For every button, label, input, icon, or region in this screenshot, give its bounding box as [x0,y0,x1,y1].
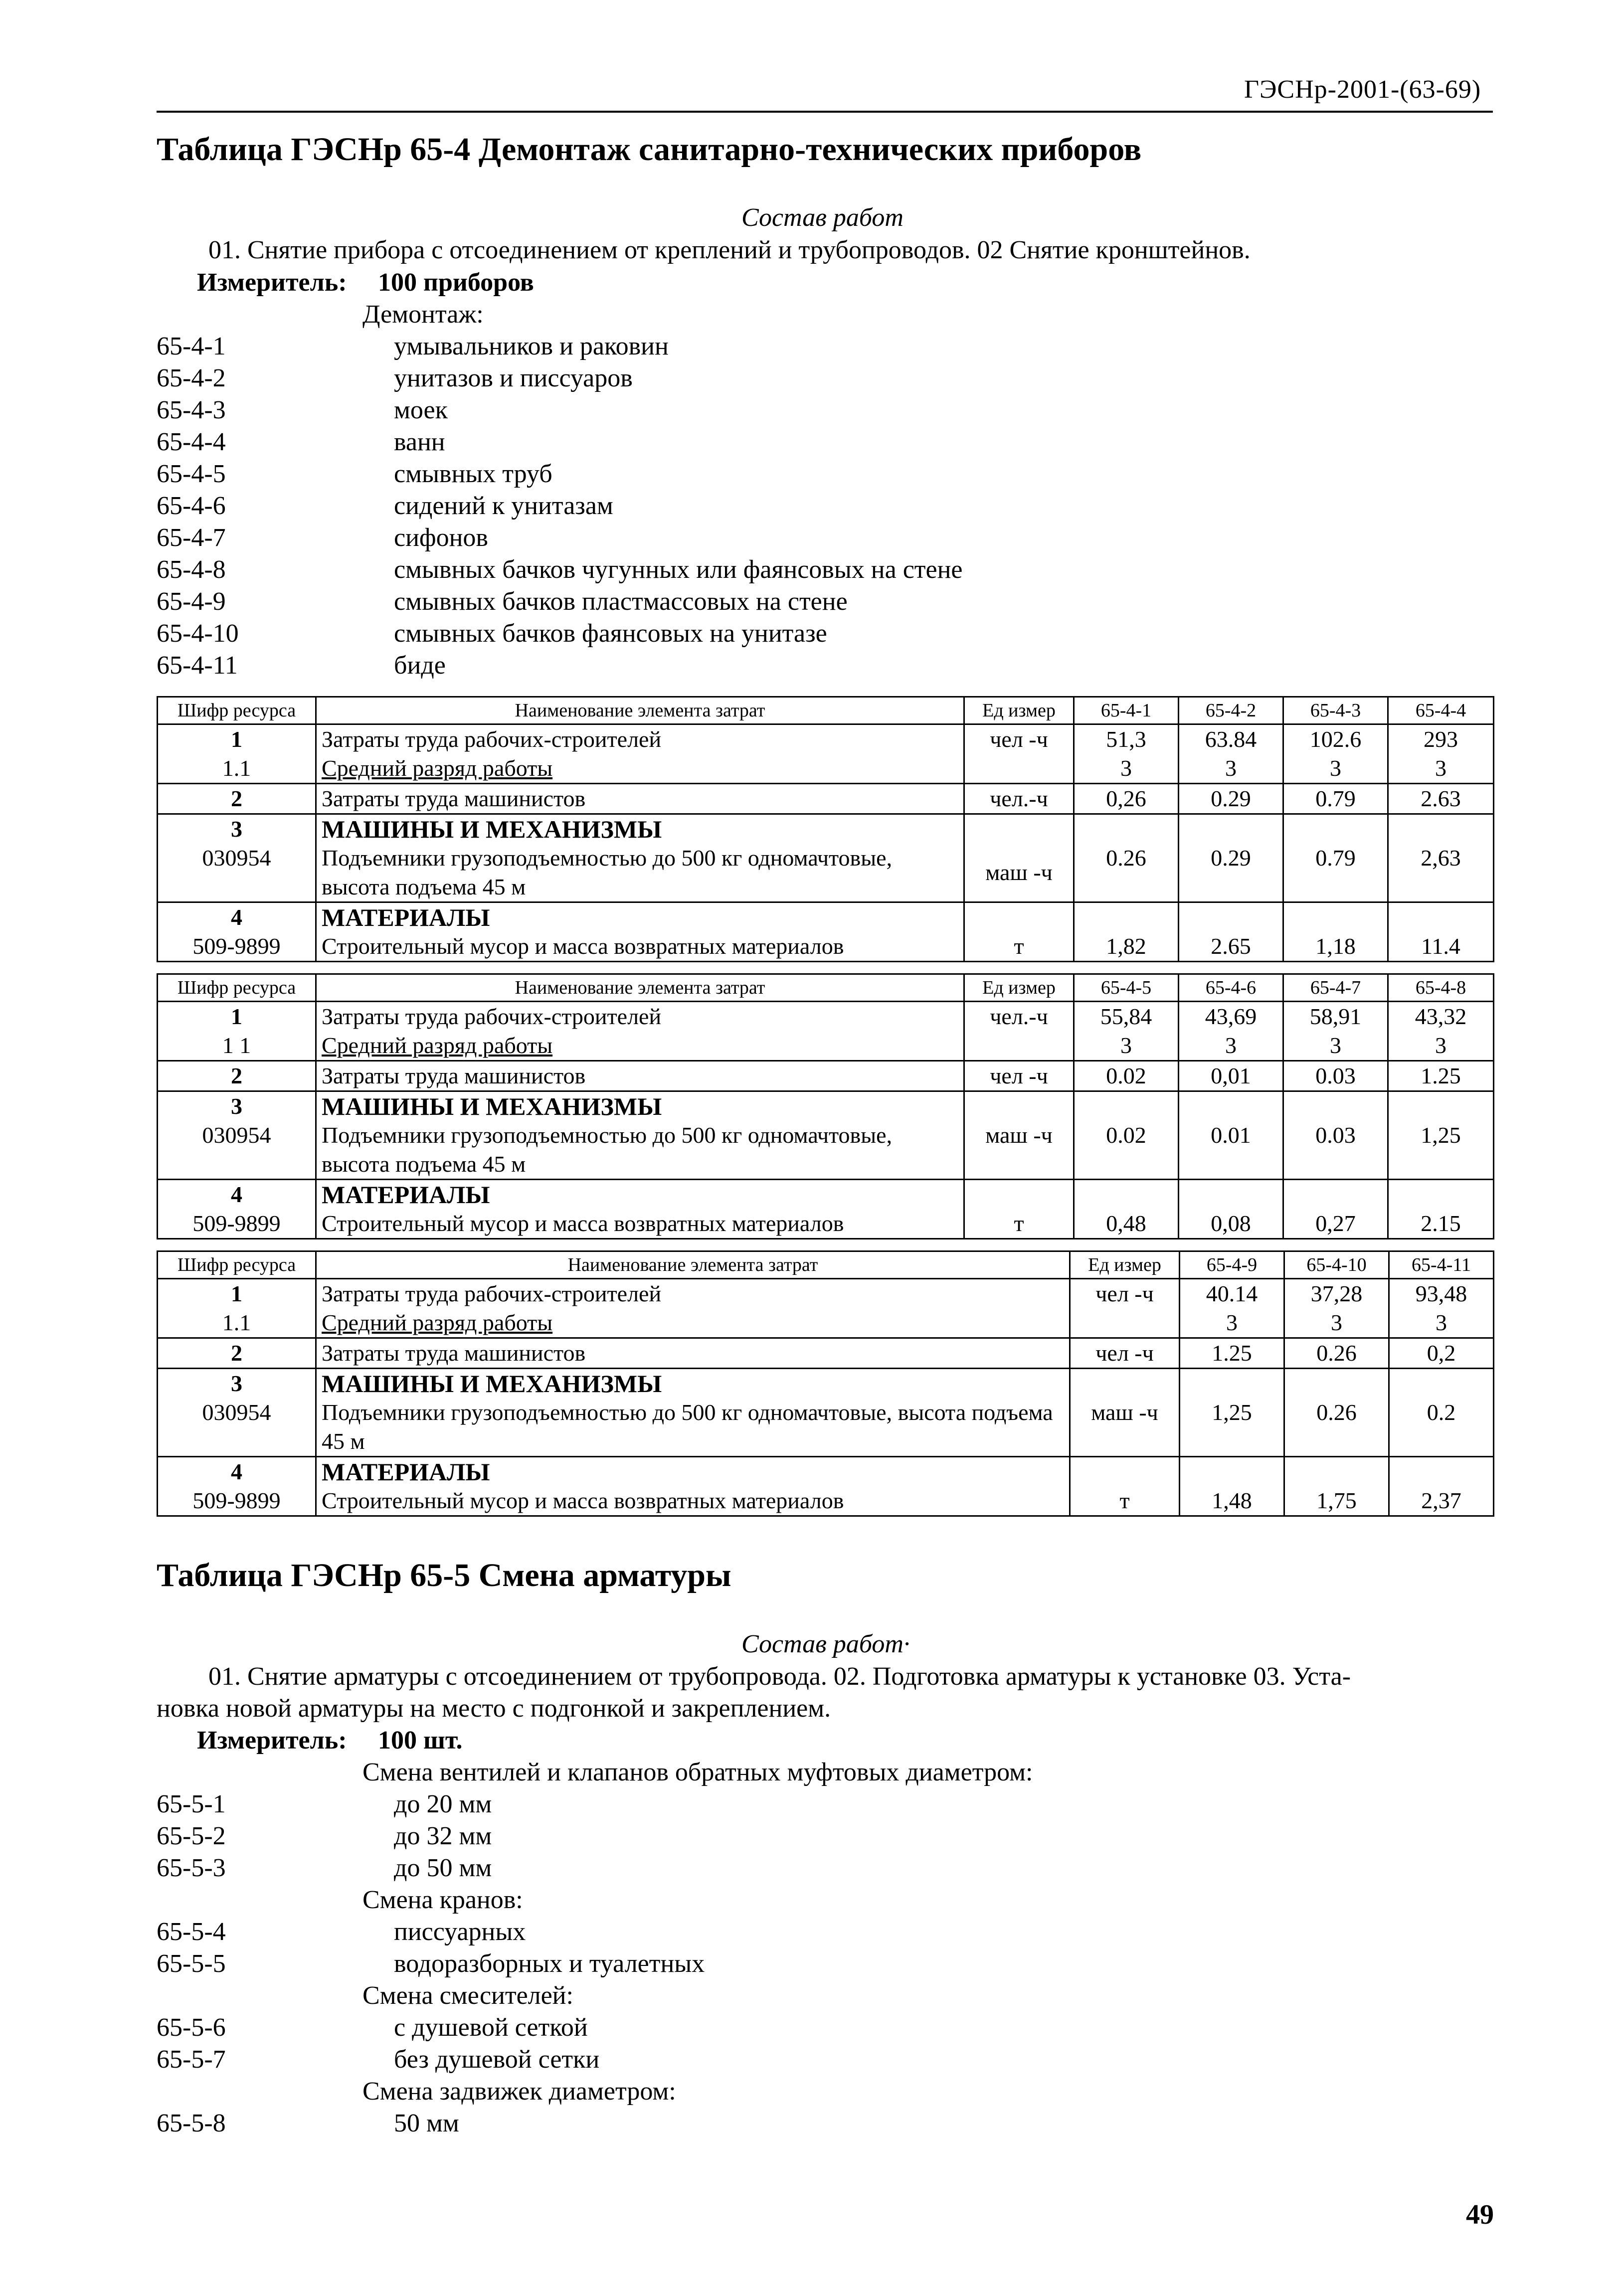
cell-value: 51,3 [1106,726,1146,752]
row-code: 1 [231,1004,242,1029]
item-code: 65-5-2 [157,1822,226,1850]
document-code: ГЭСНр-2001-(63-69) [1244,75,1481,104]
work-composition-text: 01. Снятие арматуры с отсоединением от трубопровода. 02. Подготовка арматуры к установке 03. Уста- [208,1662,1351,1691]
row-code: 509-9899 [192,1211,281,1236]
row-code: 030954 [202,1400,271,1425]
header-col: 65-4-6 [1179,974,1283,1002]
row-name: Подъемники грузоподъемностью до 500 кг одномачтовые, высота подъема 45 м [322,1122,893,1177]
item-name: с душевой сеткой [394,2013,588,2042]
row-code: 1.1 [222,755,251,781]
item-code: 65-4-7 [157,524,226,552]
row-name: Строительный мусор и масса возвратных материалов [322,1488,844,1513]
row-unit: чел.-ч [964,1002,1074,1061]
cell-value: 1,82 [1074,902,1179,962]
item-name: моек [394,396,448,424]
row-code: 030954 [202,845,271,871]
header-col: 65-4-10 [1284,1251,1389,1279]
item-name: унитазов и писсуаров [394,364,633,392]
item-name: до 20 мм [394,1790,492,1818]
row-code: 1.1 [222,1310,251,1335]
item-code: 65-4-8 [157,555,226,584]
item-code: 65-5-8 [157,2109,226,2137]
cell-value: 0,08 [1179,1180,1283,1239]
cell-value: 2,37 [1389,1457,1494,1516]
resource-table [157,696,1494,962]
cell-value: 0.03 [1283,1061,1388,1091]
cell-value: 0.02 [1074,1091,1179,1180]
header-name: Наименование элемента затрат [316,974,964,1002]
row-unit: т [964,1180,1074,1239]
row-name: Затраты труда машинистов [316,1338,1070,1369]
cell-value: 0.26 [1074,814,1179,902]
header-col: 65-4-1 [1074,697,1179,724]
cell-value: 58,91 [1309,1004,1362,1029]
group-heading: Смена вентилей и клапанов обратных муфтовых диаметром: [362,1758,1033,1786]
row-code: 4 [231,904,242,930]
header-col: 65-4-5 [1074,974,1179,1002]
item-name: сидений к унитазам [394,492,613,520]
item-name: биде [394,651,446,680]
section-heading: МАШИНЫ И МЕХАНИЗМЫ [322,1370,662,1398]
table-row [158,902,1494,962]
item-name: смывных бачков пластмассовых на стене [394,587,848,616]
cell-value: 43,69 [1205,1004,1257,1029]
work-composition-caption: Состав работ [741,203,903,232]
header-col: 65-4-3 [1283,697,1388,724]
item-code: 65-4-2 [157,364,226,392]
section-heading: МАТЕРИАЛЫ [322,1458,490,1486]
row-code: 509-9899 [192,1488,281,1513]
item-name: до 32 мм [394,1822,492,1850]
row-unit: чел -ч [1070,1279,1180,1338]
group-heading: Смена задвижек диаметром: [362,2077,676,2106]
item-code: 65-5-4 [157,1918,226,1946]
cell-value: 3 [1225,755,1237,781]
row-unit: маш -ч [1070,1369,1180,1457]
row-code: 1 [231,1281,242,1306]
row-code: 4 [231,1182,242,1207]
cell-value: 55,84 [1100,1004,1152,1029]
meter-label: Измеритель: [197,268,347,297]
table-row [158,1061,1494,1091]
row-code: 1 1 [222,1033,251,1058]
cell-value: 0.26 [1284,1338,1389,1369]
cell-value: 0,27 [1283,1180,1388,1239]
row-code: 509-9899 [192,933,281,959]
cell-value: 1,18 [1283,902,1388,962]
table-row [158,1369,1494,1457]
page-number: 49 [1466,2199,1494,2230]
row-name: Строительный мусор и масса возвратных материалов [322,933,844,959]
item-name: писсуарных [394,1918,526,1946]
item-name: 50 мм [394,2109,459,2137]
item-code: 65-4-10 [157,619,239,648]
cell-value: 2.65 [1179,902,1283,962]
item-code: 65-5-5 [157,1949,226,1978]
meter-label: Измеритель: [197,1726,347,1755]
cell-value: 63.84 [1205,726,1257,752]
row-code: 2 [158,784,316,814]
cell-value: 0.29 [1179,784,1283,814]
work-composition-text: новка новой арматуры на место с подгонкой и закреплением. [157,1694,831,1723]
header-code: Шифр ресурса [158,697,316,724]
header-col: 65-4-7 [1283,974,1388,1002]
cell-value: 11.4 [1388,902,1494,962]
cell-value: 3 [1120,1033,1132,1058]
item-code: 65-5-3 [157,1854,226,1882]
table-row [158,784,1494,814]
group-heading: Смена смесителей: [362,1981,573,2010]
item-code: 65-4-9 [157,587,226,616]
item-code: 65-4-3 [157,396,226,424]
cell-value: 93,48 [1415,1281,1467,1306]
header-col: 65-4-2 [1179,697,1283,724]
cell-value: 2,63 [1388,814,1494,902]
cell-value: 0.79 [1283,814,1388,902]
table-65-5-title: Таблица ГЭСНр 65-5 Смена арматуры [157,1557,731,1593]
row-code: 2 [158,1338,316,1369]
cell-value: 0.01 [1179,1091,1283,1180]
header-col: 65-4-11 [1389,1251,1494,1279]
cell-value: 0.02 [1074,1061,1179,1091]
cell-value: 0.03 [1283,1091,1388,1180]
work-composition-caption: Состав работ· [741,1630,910,1658]
cell-value: 1.25 [1180,1338,1284,1369]
cell-value: 3 [1120,755,1132,781]
header-code: Шифр ресурса [158,1251,316,1279]
meter-value: 100 шт. [378,1726,463,1755]
header-unit: Ед измер [1070,1251,1180,1279]
cell-value: 102.6 [1309,726,1362,752]
cell-value: 0,26 [1074,784,1179,814]
row-name: Средний разряд работы [322,755,553,781]
table-row [158,1457,1494,1516]
row-unit: чел -ч [964,724,1074,784]
row-name: Подъемники грузоподъемностью до 500 кг одномачтовые, высота подъема 45 м [322,845,893,899]
row-unit: чел.-ч [964,784,1074,814]
group-heading: Демонтаж: [362,300,484,329]
cell-value: 3 [1435,1033,1446,1058]
section-heading: МАТЕРИАЛЫ [322,1181,490,1209]
cell-value: 3 [1330,755,1341,781]
cell-value: 3 [1436,1310,1447,1335]
row-unit: чел -ч [1070,1338,1180,1369]
item-code: 65-4-4 [157,428,226,456]
item-name: смывных бачков чугунных или фаянсовых на стене [394,555,963,584]
row-name: Затраты труда машинистов [316,784,964,814]
row-name: Подъемники грузоподъемностью до 500 кг одномачтовые, высота подъема 45 м [322,1400,1053,1454]
section-heading: МАШИНЫ И МЕХАНИЗМЫ [322,815,662,843]
item-code: 65-4-5 [157,460,226,488]
meter-value: 100 приборов [378,268,534,297]
cell-value: 1,48 [1180,1457,1284,1516]
row-name: Строительный мусор и масса возвратных материалов [322,1211,844,1236]
header-code: Шифр ресурса [158,974,316,1002]
item-code: 65-4-11 [157,651,238,680]
table-row [158,1180,1494,1239]
row-code: 4 [231,1459,242,1484]
item-name: смывных бачков фаянсовых на унитазе [394,619,827,648]
row-unit: т [964,902,1074,962]
row-name: Средний разряд работы [322,1310,553,1335]
header-unit: Ед измер [964,697,1074,724]
table-row [158,814,1494,902]
header-rule [157,111,1493,113]
item-code: 65-5-6 [157,2013,226,2042]
cell-value: 43,32 [1415,1004,1467,1029]
row-unit: маш -ч [964,814,1074,902]
row-code: 2 [158,1061,316,1091]
cell-value: 293 [1424,726,1458,752]
row-code: 030954 [202,1122,271,1148]
header-col: 65-4-8 [1388,974,1494,1002]
row-name: Затраты труда рабочих-строителей [322,1004,662,1029]
cell-value: 1,25 [1388,1091,1494,1180]
cell-value: 40.14 [1206,1281,1258,1306]
row-code: 3 [231,816,242,842]
row-code: 3 [231,1093,242,1119]
section-heading: МАШИНЫ И МЕХАНИЗМЫ [322,1092,662,1120]
row-unit: т [1070,1457,1180,1516]
table-65-4-title: Таблица ГЭСНр 65-4 Демонтаж санитарно-технических приборов [157,131,1142,168]
row-code: 1 [231,726,242,752]
group-heading: Смена кранов: [362,1886,523,1914]
table-row [158,1091,1494,1180]
cell-value: 0.26 [1284,1369,1389,1457]
cell-value: 0.29 [1179,814,1283,902]
table-row [158,1002,1494,1061]
cell-value: 3 [1435,755,1446,781]
item-code: 65-4-6 [157,492,226,520]
row-name: Затраты труда рабочих-строителей [322,1281,662,1306]
cell-value: 37,28 [1310,1281,1363,1306]
header-col: 65-4-9 [1180,1251,1284,1279]
item-name: без душевой сетки [394,2045,600,2074]
item-code: 65-5-1 [157,1790,226,1818]
cell-value: 0.2 [1389,1369,1494,1457]
row-name: Затраты труда машинистов [316,1061,964,1091]
row-name: Средний разряд работы [322,1033,553,1058]
item-name: ванн [394,428,445,456]
header-name: Наименование элемента затрат [316,1251,1070,1279]
row-name: Затраты труда рабочих-строителей [322,726,662,752]
cell-value: 3 [1330,1033,1341,1058]
section-heading: МАТЕРИАЛЫ [322,903,490,931]
row-unit: чел -ч [964,1061,1074,1091]
item-name: водоразборных и туалетных [394,1949,705,1978]
cell-value: 0,48 [1074,1180,1179,1239]
cell-value: 1,25 [1180,1369,1284,1457]
row-unit: маш -ч [964,1091,1074,1180]
cell-value: 0.79 [1283,784,1388,814]
header-name: Наименование элемента затрат [316,697,964,724]
header-unit: Ед измер [964,974,1074,1002]
header-col: 65-4-4 [1388,697,1494,724]
work-composition-text: 01. Снятие прибора с отсоединением от креплений и трубопроводов. 02 Снятие кронштейнов. [208,236,1251,264]
cell-value: 2.15 [1388,1180,1494,1239]
resource-table [157,973,1494,1239]
table-row [158,724,1494,784]
cell-value: 0,2 [1389,1338,1494,1369]
item-name: умывальников и раковин [394,332,669,360]
item-code: 65-4-1 [157,332,226,360]
item-code: 65-5-7 [157,2045,226,2074]
item-name: до 50 мм [394,1854,492,1882]
item-name: сифонов [394,524,488,552]
table-row [158,1279,1494,1338]
resource-table [157,1250,1494,1517]
cell-value: 3 [1331,1310,1342,1335]
cell-value: 0,01 [1179,1061,1283,1091]
cell-value: 2.63 [1388,784,1494,814]
row-code: 3 [231,1371,242,1396]
item-name: смывных труб [394,460,552,488]
cell-value: 3 [1226,1310,1238,1335]
cell-value: 1.25 [1388,1061,1494,1091]
cell-value: 3 [1225,1033,1237,1058]
cell-value: 1,75 [1284,1457,1389,1516]
table-row [158,1338,1494,1369]
